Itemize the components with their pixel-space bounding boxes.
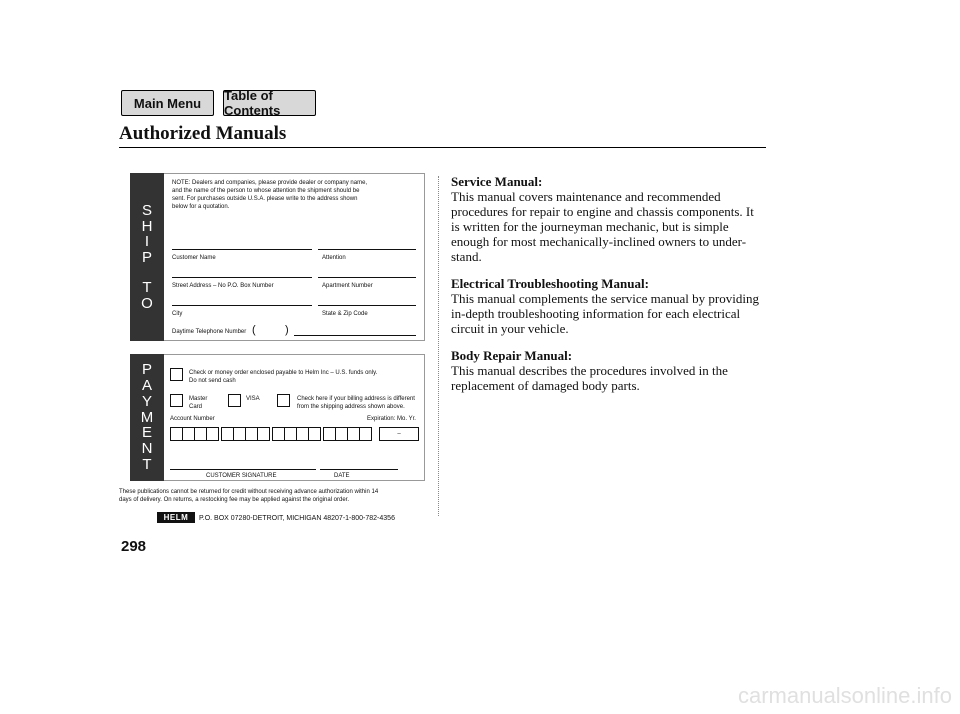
street-field[interactable]: [172, 277, 312, 278]
account-digit-cell[interactable]: [206, 427, 219, 441]
account-number-label: Account Number: [170, 416, 215, 422]
ship-to-box: [164, 173, 425, 341]
customer-name-field[interactable]: [172, 249, 312, 250]
dealer-note: NOTE: Dealers and companies, please provide dealer or company name, and the name of the person to whose attention the shipment should be sent. For purchases outside U.S.A. please write to the address shown below for a quotation.: [172, 180, 368, 210]
pay-letter: P: [141, 361, 152, 379]
pay-letter: E: [141, 424, 152, 442]
service-manual-text: This manual covers maintenance and recommended procedures for repair to engine and chassis components. It is written for the journeyman mechanic, but is simple enough for most mechanically-inclined owners to under-stand.: [451, 189, 754, 264]
mastercard-label: Master Card: [189, 396, 208, 410]
title-rule: [119, 147, 766, 148]
payment-bar: [130, 354, 164, 481]
account-digit-cell[interactable]: [308, 427, 321, 441]
street-label: Street Address – No P.O. Box Number: [172, 283, 274, 289]
payment-box: [164, 354, 425, 481]
ship-letter: S: [141, 201, 152, 219]
signature-field[interactable]: [170, 469, 316, 470]
date-label: DATE: [334, 473, 350, 479]
ship-letter: H: [141, 217, 153, 235]
phone-field[interactable]: [294, 335, 416, 336]
phone-label: Daytime Telephone Number: [172, 329, 247, 335]
ship-letter: T: [142, 278, 152, 296]
visa-checkbox[interactable]: [228, 394, 241, 407]
page-title: Authorized Manuals: [119, 123, 287, 144]
date-field[interactable]: [320, 469, 398, 470]
expiration-field[interactable]: [379, 427, 419, 441]
body-repair-text: This manual describes the procedures involved in the replacement of damaged body parts.: [451, 363, 728, 393]
attention-label: Attention: [322, 255, 346, 261]
area-code-close: ): [285, 324, 289, 336]
pay-letter: A: [141, 377, 152, 395]
expiration-label: Expiration: Mo. Yr.: [367, 416, 416, 422]
electrical-manual-heading: Electrical Troubleshooting Manual:: [451, 276, 649, 291]
helm-logo: HELM: [157, 512, 195, 523]
visa-label: VISA: [246, 396, 260, 402]
main-menu-button[interactable]: Main Menu: [121, 90, 214, 116]
watermark: carmanualsonline.info: [737, 683, 952, 708]
expiration-dash: –: [397, 431, 401, 437]
account-number-cells[interactable]: [170, 427, 371, 441]
check-money-order-checkbox[interactable]: [170, 368, 183, 381]
service-manual-heading: Service Manual:: [451, 174, 543, 189]
helm-address: P.O. BOX 07280-DETROIT, MICHIGAN 48207-1-800-782-4356: [199, 515, 395, 522]
pay-letter: Y: [141, 392, 152, 410]
electrical-manual-text: This manual complements the service manual by providing in-depth troubleshooting information for each electrical circuit in your vehicle.: [451, 291, 759, 336]
ship-letter: I: [144, 233, 150, 251]
pay-letter: M: [140, 408, 154, 426]
ship-letter: P: [141, 249, 152, 266]
ship-letter: O: [141, 294, 153, 312]
customer-name-label: Customer Name: [172, 255, 216, 261]
body-repair-heading: Body Repair Manual:: [451, 348, 573, 363]
check-money-order-label: Check or money order enclosed payable to Helm Inc – U.S. funds only. Do not send cash: [189, 370, 378, 384]
state-zip-label: State & Zip Code: [322, 311, 368, 317]
attention-field[interactable]: [318, 249, 416, 250]
apartment-field[interactable]: [318, 277, 416, 278]
city-field[interactable]: [172, 305, 312, 306]
pay-letter: T: [142, 455, 152, 473]
account-digit-cell[interactable]: [359, 427, 372, 441]
account-digit-cell[interactable]: [257, 427, 270, 441]
city-label: City: [172, 311, 183, 317]
mastercard-checkbox[interactable]: [170, 394, 183, 407]
column-divider: [438, 176, 439, 516]
area-code-open: (: [252, 324, 256, 336]
ship-to-bar: [130, 173, 164, 341]
returns-policy-note: These publications cannot be returned for credit without receiving advance authorization within 14 days of delivery. On returns, a restocking fee may be applied against the original order.: [119, 489, 379, 503]
page-number: 298: [121, 538, 147, 555]
apartment-label: Apartment Number: [322, 283, 373, 289]
billing-address-label: Check here if your billing address is different from the shipping address shown above.: [297, 396, 415, 410]
billing-address-checkbox[interactable]: [277, 394, 290, 407]
pay-letter: N: [141, 440, 153, 458]
state-zip-field[interactable]: [318, 305, 416, 306]
manual-descriptions: [451, 174, 761, 405]
signature-label: CUSTOMER SIGNATURE: [206, 473, 277, 479]
table-of-contents-button[interactable]: Table of Contents: [223, 90, 316, 116]
